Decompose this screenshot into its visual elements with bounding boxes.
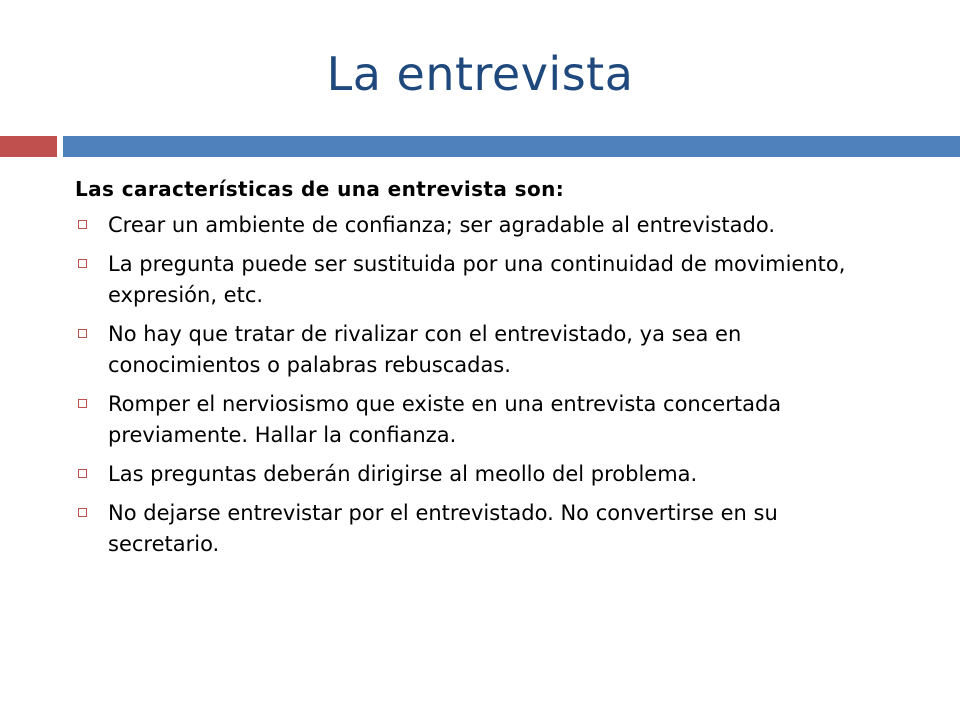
bullet-text: No dejarse entrevistar por el entrevistado. No convertirse en su secretario. (108, 501, 778, 556)
bullet-item (75, 210, 885, 241)
bullet-text: La pregunta puede ser sustituida por una continuidad de movimiento, expresión, etc. (108, 252, 846, 307)
hollow-square-icon (78, 469, 87, 478)
accent-bar-red (0, 136, 57, 157)
bullet-item (75, 249, 885, 311)
hollow-square-icon (78, 399, 87, 408)
bullet-text: No hay que tratar de rivalizar con el entrevistado, ya sea en conocimientos o palabras rebuscadas. (108, 322, 742, 377)
bullet-item (75, 319, 885, 381)
slide-title: La entrevista (326, 47, 634, 101)
bullet-item (75, 498, 885, 560)
hollow-square-icon (78, 508, 87, 517)
hollow-square-icon (78, 220, 87, 229)
bullet-text: Romper el nerviosismo que existe en una entrevista concertada previamente. Hallar la confianza. (108, 392, 782, 447)
bullet-text: Las preguntas deberán dirigirse al meollo del problema. (108, 462, 698, 486)
hollow-square-icon (78, 329, 87, 338)
slide-content (75, 174, 885, 568)
bullet-item (75, 459, 885, 490)
bullet-item (75, 389, 885, 451)
accent-bar-blue (63, 136, 960, 157)
bullet-text: Crear un ambiente de confianza; ser agradable al entrevistado. (108, 213, 776, 237)
hollow-square-icon (78, 259, 87, 268)
bullet-list (75, 210, 885, 560)
intro-heading: Las características de una entrevista son: (75, 177, 565, 201)
